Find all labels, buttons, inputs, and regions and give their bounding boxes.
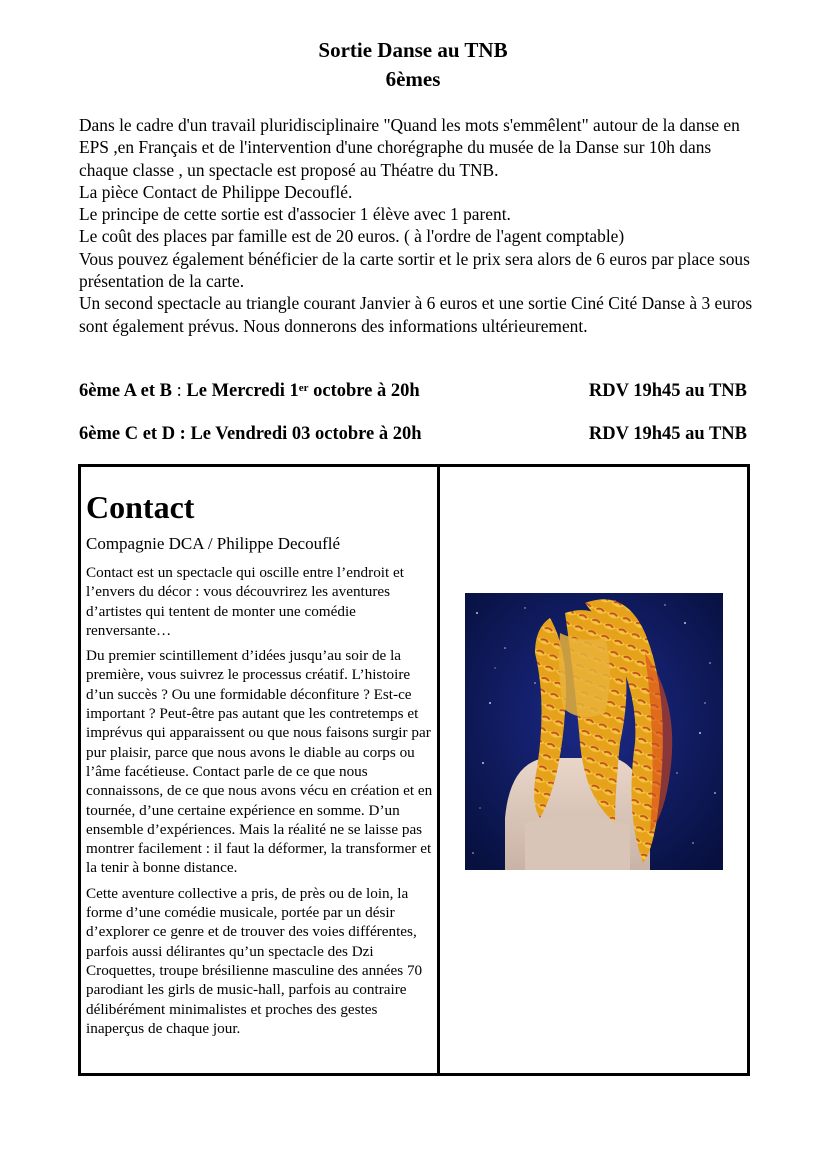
- intro-paragraph: Le principe de cette sortie est d'associer 1 élève avec 1 parent.: [79, 204, 511, 225]
- schedule-classes: 6ème A et B: [79, 381, 172, 401]
- show-description-cell: [86, 487, 434, 1044]
- show-table: [78, 464, 750, 1076]
- intro-text: [79, 114, 754, 337]
- show-company: Compagnie DCA / Philippe Decouflé: [86, 534, 341, 553]
- intro-paragraph: La pièce Contact de Philippe Decouflé.: [79, 181, 353, 202]
- schedule-date-sup: er: [298, 382, 309, 394]
- schedule-date: 6ème C et D : Le Vendredi 03 octobre à 20h: [79, 424, 422, 444]
- page-subtitle: 6èmes: [385, 67, 441, 91]
- table-divider: [437, 467, 440, 1073]
- intro-paragraph: Le coût des places par famille est de 20 euros. ( à l'ordre de l'agent comptable): [79, 226, 625, 247]
- intro-paragraph: Vous pouvez également bénéficier de la carte sortir et le prix sera alors de 6 euros par place sous présentation de la carte.: [79, 248, 750, 292]
- page-title: Sortie Danse au TNB: [318, 38, 508, 62]
- schedule-date: [79, 379, 420, 403]
- show-paragraph: Cette aventure collective a pris, de près ou de loin, la forme d’une comédie musicale, portée par un désir d’explorer ce genre et de trouver des voies différentes, parfois aussi délirantes qu’un spectacle des Dzi Croquettes, troupe brésilienne masculine des années 70 parodiant les girls de music-hall, parfois au contraire délibérément minimalistes et proches des gestes inaperçus de chaque jour.: [86, 884, 423, 1037]
- intro-paragraph: Dans le cadre d'un travail pluridisciplinaire "Quand les mots s'emmêlent" autour de la danse en EPS ,en Français et de l'intervention d'une chorégraphe du musée de la Danse sur 10h dans chaque classe , un spectacle est proposé au Théatre du TNB.: [79, 115, 740, 180]
- schedule-rdv: RDV 19h45 au TNB: [588, 381, 747, 401]
- show-paragraph: Contact est un spectacle qui oscille entre l’endroit et l’envers du décor : vous découvrirez les aventures d’artistes qui tentent de monter une comédie renversante…: [86, 564, 404, 639]
- show-title: Contact: [86, 489, 195, 525]
- schedule-date-suffix: octobre à 20h: [308, 381, 420, 401]
- schedule-rdv: RDV 19h45 au TNB: [588, 424, 747, 444]
- intro-paragraph: Un second spectacle au triangle courant Janvier à 6 euros et une sortie Ciné Cité Danse à 3 euros sont également prévus. Nous donnerons des informations ultérieurement.: [79, 293, 753, 336]
- schedule-separator: :: [172, 381, 187, 401]
- dancer-braided-hair-photo: [465, 593, 723, 870]
- schedule-date-prefix: Le Mercredi 1: [186, 381, 299, 401]
- show-photo: [465, 593, 723, 870]
- show-paragraph: Du premier scintillement d’idées jusqu’au soir de la première, vous suivrez le processus créatif. L’histoire d’un succès ? Ou une formidable déconfiture ? Est-ce important ? Peut-être pas autant que les contretemps et imprévus qui apparaissent ou que nous faisons surgir par pur plaisir, parce que nous avons le diable au corps ou l’âme facétieuse. Contact parle de ce que nous connaissons, de ce que nous avons vécu en création et en tournée, d’une certaine expérience en somme. D’un ensemble d’expériences. Mais la réalité ne se laisse pas montrer facilement : il faut la déformer, la transformer et la tenir à bonne distance.: [86, 647, 433, 877]
